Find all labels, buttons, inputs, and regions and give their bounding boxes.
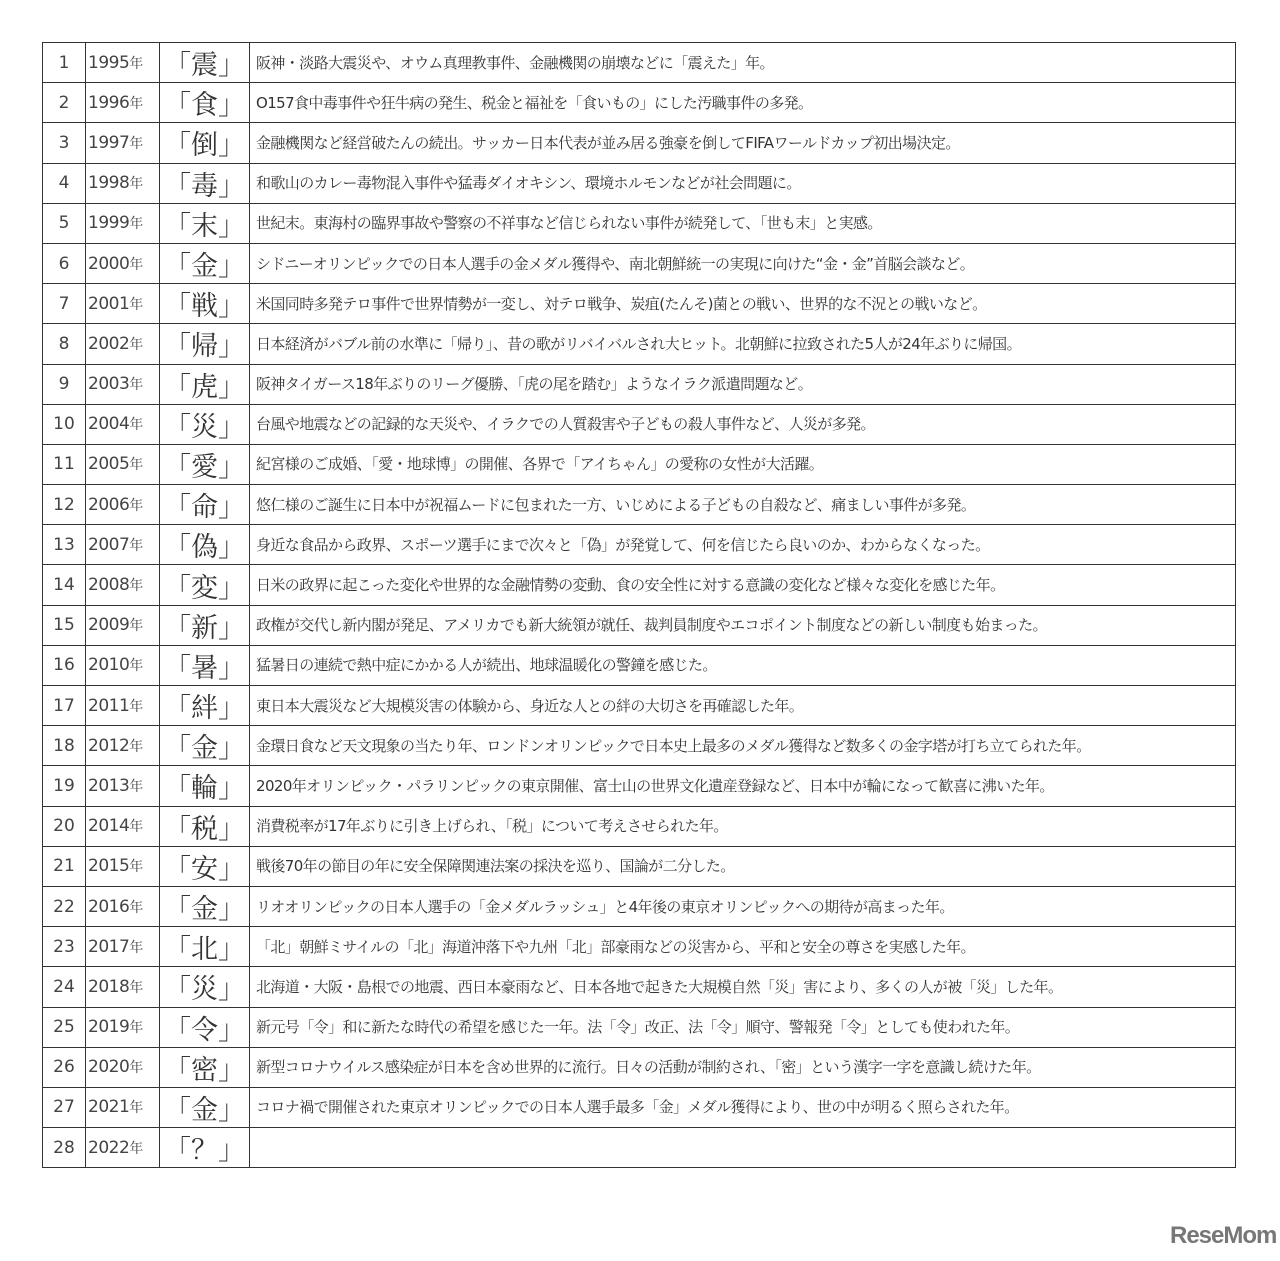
table-row — [43, 485, 1236, 525]
table-row — [43, 565, 1236, 605]
year-cell — [86, 645, 160, 685]
description-cell: 猛暑日の連続で熱中症にかかる人が続出、地球温暖化の警鐘を感じた。 — [250, 645, 1236, 685]
year-cell — [86, 1007, 160, 1047]
year-suffix: 年 — [129, 819, 143, 836]
description-cell: リオオリンピックの日本人選手の「金メダルラッシュ」と4年後の東京オリンピックへの期待が高まった年。 — [250, 886, 1236, 926]
table-row — [43, 243, 1236, 283]
table-row — [43, 1047, 1236, 1087]
table-row — [43, 686, 1236, 726]
year-value: 1995 — [88, 52, 130, 73]
table-row — [43, 404, 1236, 444]
year-suffix: 年 — [129, 738, 143, 755]
row-number: 3 — [43, 123, 86, 163]
description-cell: 阪神タイガース18年ぶりのリーグ優勝、「虎の尾を踏む」ようなイラク派遣問題など。 — [250, 364, 1236, 404]
year-value: 2003 — [88, 374, 130, 395]
kanji-cell: 「新」 — [160, 605, 250, 645]
year-suffix: 年 — [129, 176, 143, 193]
description-cell: 悠仁様のご誕生に日本中が祝福ムードに包まれた一方、いじめによる子どもの自殺など、痛ましい事件が多発。 — [250, 485, 1236, 525]
row-number: 12 — [43, 485, 86, 525]
row-number: 18 — [43, 726, 86, 766]
kanji-cell: 「金」 — [160, 886, 250, 926]
row-number: 9 — [43, 364, 86, 404]
description-cell: 「北」朝鮮ミサイルの「北」海道沖落下や九州「北」部豪雨などの災害から、平和と安全の尊さを実感した年。 — [250, 927, 1236, 967]
year-suffix: 年 — [129, 658, 143, 675]
year-value: 2004 — [88, 414, 130, 435]
kanji-cell: 「？」 — [160, 1128, 250, 1168]
year-cell — [86, 806, 160, 846]
year-suffix: 年 — [129, 457, 143, 474]
year-suffix: 年 — [129, 417, 143, 434]
description-cell: 2020年オリンピック・パラリンピックの東京開催、富士山の世界文化遺産登録など、日本中が輪になって歓喜に沸いた年。 — [250, 766, 1236, 806]
year-suffix: 年 — [129, 698, 143, 715]
row-number: 8 — [43, 324, 86, 364]
row-number: 11 — [43, 444, 86, 484]
year-cell — [86, 324, 160, 364]
table-row — [43, 1087, 1236, 1127]
row-number: 6 — [43, 243, 86, 283]
kanji-cell: 「戦」 — [160, 284, 250, 324]
year-value: 2017 — [88, 936, 130, 957]
year-cell — [86, 967, 160, 1007]
row-number: 27 — [43, 1087, 86, 1127]
description-cell: 東日本大震災など大規模災害の体験から、身近な人との絆の大切さを再確認した年。 — [250, 686, 1236, 726]
resemom-watermark-logo: ReseMom — [1170, 1222, 1277, 1249]
row-number: 2 — [43, 83, 86, 123]
year-value: 2001 — [88, 293, 130, 314]
row-number: 15 — [43, 605, 86, 645]
year-cell — [86, 123, 160, 163]
description-cell: 紀宮様のご成婚、「愛・地球博」の開催、各界で「アイちゃん」の愛称の女性が大活躍。 — [250, 444, 1236, 484]
year-cell — [86, 565, 160, 605]
row-number: 20 — [43, 806, 86, 846]
description-cell: 和歌山のカレー毒物混入事件や猛毒ダイオキシン、環境ホルモンなどが社会問題に。 — [250, 163, 1236, 203]
table-row — [43, 203, 1236, 243]
year-cell — [86, 1128, 160, 1168]
kanji-cell: 「金」 — [160, 726, 250, 766]
description-cell: 消費税率が17年ぶりに引き上げられ、「税」について考えさせられた年。 — [250, 806, 1236, 846]
year-cell — [86, 525, 160, 565]
kanji-cell: 「金」 — [160, 1087, 250, 1127]
table-row — [43, 83, 1236, 123]
year-cell — [86, 364, 160, 404]
table-row — [43, 806, 1236, 846]
description-cell: 米国同時多発テロ事件で世界情勢が一変し、対テロ戦争、炭疽(たんそ)菌との戦い、世界的な不況との戦いなど。 — [250, 284, 1236, 324]
year-cell — [86, 686, 160, 726]
year-cell — [86, 485, 160, 525]
row-number: 17 — [43, 686, 86, 726]
year-cell — [86, 846, 160, 886]
year-suffix: 年 — [129, 216, 143, 233]
table-body — [43, 43, 1236, 1168]
year-value: 1997 — [88, 132, 130, 153]
row-number: 21 — [43, 846, 86, 886]
kanji-cell: 「毒」 — [160, 163, 250, 203]
year-value: 1998 — [88, 173, 130, 194]
row-number: 16 — [43, 645, 86, 685]
table-row — [43, 846, 1236, 886]
year-value: 2010 — [88, 655, 130, 676]
year-suffix: 年 — [129, 135, 143, 152]
year-value: 2016 — [88, 896, 130, 917]
kanji-cell: 「震」 — [160, 43, 250, 83]
row-number: 25 — [43, 1007, 86, 1047]
kanji-cell: 「密」 — [160, 1047, 250, 1087]
kanji-cell: 「安」 — [160, 846, 250, 886]
table-row — [43, 726, 1236, 766]
year-suffix: 年 — [129, 578, 143, 595]
year-cell — [86, 203, 160, 243]
description-cell: 北海道・大阪・島根での地震、西日本豪雨など、日本各地で起きた大規模自然「災」害により、多くの人が被「災」した年。 — [250, 967, 1236, 1007]
year-suffix: 年 — [129, 899, 143, 916]
kanji-cell: 「絆」 — [160, 686, 250, 726]
year-suffix: 年 — [129, 1020, 143, 1037]
description-cell: O157食中毒事件や狂牛病の発生、税金と福祉を「食いもの」にした汚職事件の多発。 — [250, 83, 1236, 123]
year-suffix: 年 — [129, 618, 143, 635]
row-number: 19 — [43, 766, 86, 806]
kanji-cell: 「令」 — [160, 1007, 250, 1047]
kanji-cell: 「輪」 — [160, 766, 250, 806]
table-row — [43, 605, 1236, 645]
description-cell: 金融機関など経営破たんの続出。サッカー日本代表が並み居る強豪を倒してFIFAワールドカップ初出場決定。 — [250, 123, 1236, 163]
year-suffix: 年 — [129, 497, 143, 514]
kanji-cell: 「末」 — [160, 203, 250, 243]
description-cell: 戦後70年の節目の年に安全保障関連法案の採決を巡り、国論が二分した。 — [250, 846, 1236, 886]
description-cell: 政権が交代し新内閣が発足、アメリカでも新大統領が就任、裁判員制度やエコポイント制度などの新しい制度も始まった。 — [250, 605, 1236, 645]
year-suffix: 年 — [129, 778, 143, 795]
year-cell — [86, 886, 160, 926]
year-suffix: 年 — [129, 55, 143, 72]
year-value: 1999 — [88, 213, 130, 234]
year-suffix: 年 — [129, 377, 143, 394]
year-suffix: 年 — [129, 296, 143, 313]
kanji-of-the-year-table — [42, 42, 1236, 1168]
year-suffix: 年 — [129, 1140, 143, 1157]
row-number: 7 — [43, 284, 86, 324]
description-cell: 新元号「令」和に新たな時代の希望を感じた一年。法「令」改正、法「令」順守、警報発「令」としても使われた年。 — [250, 1007, 1236, 1047]
table-row — [43, 284, 1236, 324]
row-number: 24 — [43, 967, 86, 1007]
year-value: 2022 — [88, 1137, 130, 1158]
year-value: 2021 — [88, 1097, 130, 1118]
description-cell: 世紀末。東海村の臨界事故や警察の不祥事など信じられない事件が続発して、「世も末」と実感。 — [250, 203, 1236, 243]
year-value: 2000 — [88, 253, 130, 274]
year-suffix: 年 — [129, 979, 143, 996]
year-value: 2012 — [88, 735, 130, 756]
year-cell — [86, 927, 160, 967]
year-cell — [86, 1047, 160, 1087]
kanji-cell: 「変」 — [160, 565, 250, 605]
year-cell — [86, 43, 160, 83]
table-row — [43, 886, 1236, 926]
row-number: 5 — [43, 203, 86, 243]
table-row — [43, 967, 1236, 1007]
kanji-cell: 「食」 — [160, 83, 250, 123]
kanji-cell: 「暑」 — [160, 645, 250, 685]
table-row — [43, 525, 1236, 565]
year-suffix: 年 — [129, 537, 143, 554]
row-number: 13 — [43, 525, 86, 565]
row-number: 26 — [43, 1047, 86, 1087]
description-cell: コロナ禍で開催された東京オリンピックでの日本人選手最多「金」メダル獲得により、世の中が明るく照らされた年。 — [250, 1087, 1236, 1127]
table-row — [43, 43, 1236, 83]
year-suffix: 年 — [129, 95, 143, 112]
year-cell — [86, 163, 160, 203]
row-number: 22 — [43, 886, 86, 926]
year-value: 2018 — [88, 976, 130, 997]
kanji-cell: 「災」 — [160, 967, 250, 1007]
year-value: 1996 — [88, 92, 130, 113]
description-cell: 阪神・淡路大震災や、オウム真理教事件、金融機関の崩壊などに「震えた」年。 — [250, 43, 1236, 83]
year-cell — [86, 404, 160, 444]
year-value: 2015 — [88, 856, 130, 877]
kanji-cell: 「金」 — [160, 243, 250, 283]
kanji-cell: 「北」 — [160, 927, 250, 967]
year-cell — [86, 766, 160, 806]
description-cell: 日本経済がバブル前の水準に「帰り」、昔の歌がリバイバルされ大ヒット。北朝鮮に拉致された5人が24年ぶりに帰国。 — [250, 324, 1236, 364]
kanji-cell: 「愛」 — [160, 444, 250, 484]
year-suffix: 年 — [129, 859, 143, 876]
description-cell: 身近な食品から政界、スポーツ選手にまで次々と「偽」が発覚して、何を信じたら良いのか、わからなくなった。 — [250, 525, 1236, 565]
kanji-cell: 「偽」 — [160, 525, 250, 565]
year-cell — [86, 284, 160, 324]
year-value: 2002 — [88, 333, 130, 354]
description-cell: 台風や地震などの記録的な天災や、イラクでの人質殺害や子どもの殺人事件など、人災が多発。 — [250, 404, 1236, 444]
year-value: 2020 — [88, 1057, 130, 1078]
year-value: 2011 — [88, 695, 130, 716]
year-cell — [86, 1087, 160, 1127]
row-number: 4 — [43, 163, 86, 203]
year-suffix: 年 — [129, 336, 143, 353]
year-value: 2019 — [88, 1017, 130, 1038]
table-row — [43, 1128, 1236, 1168]
year-cell — [86, 243, 160, 283]
kanji-cell: 「帰」 — [160, 324, 250, 364]
table-row — [43, 645, 1236, 685]
row-number: 28 — [43, 1128, 86, 1168]
table-row — [43, 766, 1236, 806]
description-cell: 金環日食など天文現象の当たり年、ロンドンオリンピックで日本史上最多のメダル獲得など数多くの金字塔が打ち立てられた年。 — [250, 726, 1236, 766]
table-row — [43, 324, 1236, 364]
kanji-cell: 「命」 — [160, 485, 250, 525]
year-suffix: 年 — [129, 256, 143, 273]
year-suffix: 年 — [129, 1100, 143, 1117]
year-value: 2014 — [88, 816, 130, 837]
table-row — [43, 364, 1236, 404]
year-cell — [86, 83, 160, 123]
kanji-cell: 「税」 — [160, 806, 250, 846]
year-value: 2007 — [88, 534, 130, 555]
description-cell: シドニーオリンピックでの日本人選手の金メダル獲得や、南北朝鮮統一の実現に向けた“金・金”首脳会談など。 — [250, 243, 1236, 283]
description-cell — [250, 1128, 1236, 1168]
row-number: 14 — [43, 565, 86, 605]
kanji-cell: 「倒」 — [160, 123, 250, 163]
description-cell: 日米の政界に起こった変化や世界的な金融情勢の変動、食の安全性に対する意識の変化など様々な変化を感じた年。 — [250, 565, 1236, 605]
kanji-cell: 「虎」 — [160, 364, 250, 404]
year-cell — [86, 444, 160, 484]
table-row — [43, 444, 1236, 484]
year-cell — [86, 605, 160, 645]
table-row — [43, 927, 1236, 967]
table-row — [43, 1007, 1236, 1047]
row-number: 10 — [43, 404, 86, 444]
year-value: 2009 — [88, 615, 130, 636]
description-cell: 新型コロナウイルス感染症が日本を含め世界的に流行。日々の活動が制約され、「密」という漢字一字を意識し続けた年。 — [250, 1047, 1236, 1087]
year-value: 2005 — [88, 454, 130, 475]
year-value: 2006 — [88, 494, 130, 515]
year-value: 2008 — [88, 575, 130, 596]
table-row — [43, 163, 1236, 203]
year-cell — [86, 726, 160, 766]
year-suffix: 年 — [129, 939, 143, 956]
year-value: 2013 — [88, 775, 130, 796]
year-suffix: 年 — [129, 1060, 143, 1077]
row-number: 1 — [43, 43, 86, 83]
table-row — [43, 123, 1236, 163]
kanji-cell: 「災」 — [160, 404, 250, 444]
row-number: 23 — [43, 927, 86, 967]
